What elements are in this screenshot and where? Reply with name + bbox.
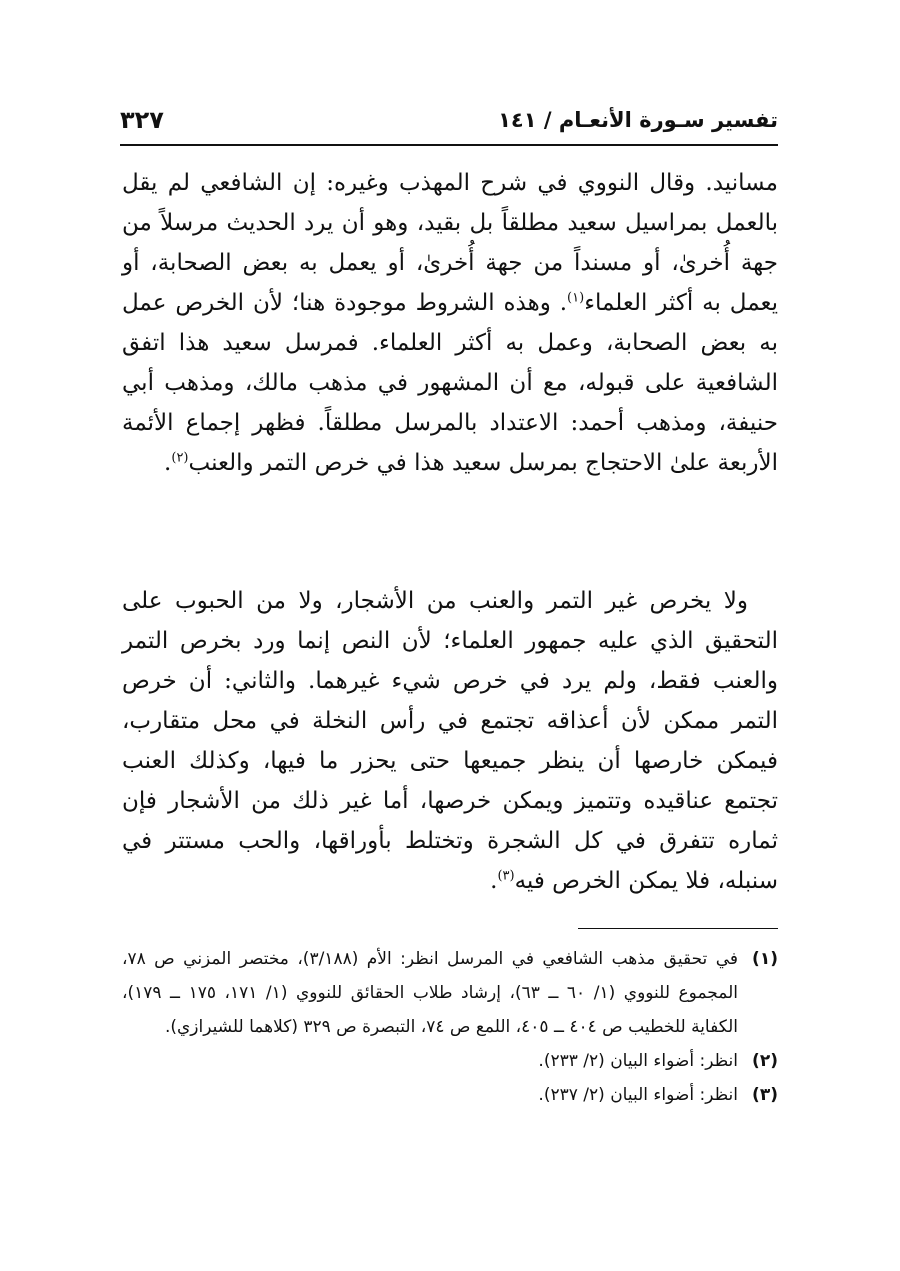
header-rule <box>120 144 778 146</box>
footnote-separator <box>578 928 778 929</box>
footnote-text: في تحقيق مذهب الشافعي في المرسل انظر: الأم (٣/١٨٨)، مختصر المزني ص ٧٨، المجموع للنووي (١/ ٦٠ ــ ٦٣)، إرشاد طلاب الحقائق للنووي (١/ ١٧١، ١٧٥ ــ ١٧٩)، الكفاية للخطيب ص ٤٠٤ ــ ٤٠٥، اللمع ص ٧٤، التبصرة ص ٣٢٩ (كلاهما للشيرازي). <box>122 949 738 1037</box>
footnote-number: (١) <box>752 949 778 969</box>
footnote-ref-3: (٣) <box>497 868 515 884</box>
paragraph-1 <box>122 163 778 483</box>
footnote-text: انظر: أضواء البيان (٢/ ٢٣٧). <box>538 1085 738 1105</box>
footnote-3 <box>122 1078 778 1112</box>
footnote-ref-1: (١) <box>567 290 585 306</box>
paragraph-1-text: مسانيد. وقال النووي في شرح المهذب وغيره: إن الشافعي لم يقل بالعمل بمراسيل سعيد مطلقاً بل بقيد، وهو أن يرد الحديث مرسلاً من جهة أُخرىٰ، أو مسنداً من جهة أُخرىٰ، أو يعمل به بعض الصحابة، أو يعمل به أكثر العلماء <box>122 170 778 316</box>
footnote-ref-2: (٢) <box>171 450 189 466</box>
footnote-number: (٣) <box>752 1085 778 1105</box>
paragraph-2-text: ولا يخرص غير التمر والعنب من الأشجار، ولا من الحبوب على التحقيق الذي عليه جمهور العلماء؛ لأن النص إنما ورد بخرص التمر والعنب فقط، ولم يرد في خرص شيء غيرهما. والثاني: أن خرص التمر ممكن لأن أعذاقه تجتمع في رأس النخلة في محل متقارب، فيمكن خارصها أن ينظر جميعها حتى يحزر ما فيها، وكذلك العنب تجتمع عناقيده وتتميز ويمكن خرصها، أما غير ذلك من الأشجار فإن ثماره تتفرق في كل الشجرة وتختلط بأوراقها، والحب مستتر في سنبله، فلا يمكن الخرص فيه <box>122 588 778 894</box>
page-header <box>120 100 778 140</box>
paragraph-1-text-continued: . وهذه الشروط موجودة هنا؛ لأن الخرص عمل به بعض الصحابة، وعمل به أكثر العلماء. فمرسل سعيد هذا اتفق الشافعية على قبوله، مع أن المشهور في مذهب مالك، ومذهب أبي حنيفة، ومذهب أحمد: الاعتداد بالمرسل مطلقاً. فظهر إجماع الأئمة الأربعة علىٰ الاحتجاج بمرسل سعيد هذا في خرص التمر والعنب <box>122 290 778 476</box>
paragraph-text <box>122 163 778 483</box>
page-number: ٣٢٧ <box>120 106 164 134</box>
paragraph-1-end: . <box>164 450 172 476</box>
paragraph-2-end: . <box>490 868 498 894</box>
footnote-number: (٢) <box>752 1051 778 1071</box>
footnote-1 <box>122 942 778 1044</box>
paragraph-2 <box>122 581 778 901</box>
footnote-text: انظر: أضواء البيان (٢/ ٢٣٣). <box>538 1051 738 1071</box>
paragraph-text <box>122 581 778 901</box>
footnote-2 <box>122 1044 778 1078</box>
footnotes <box>122 942 778 1112</box>
running-title: تفسير سـورة الأنعـام / ١٤١ <box>498 108 778 132</box>
